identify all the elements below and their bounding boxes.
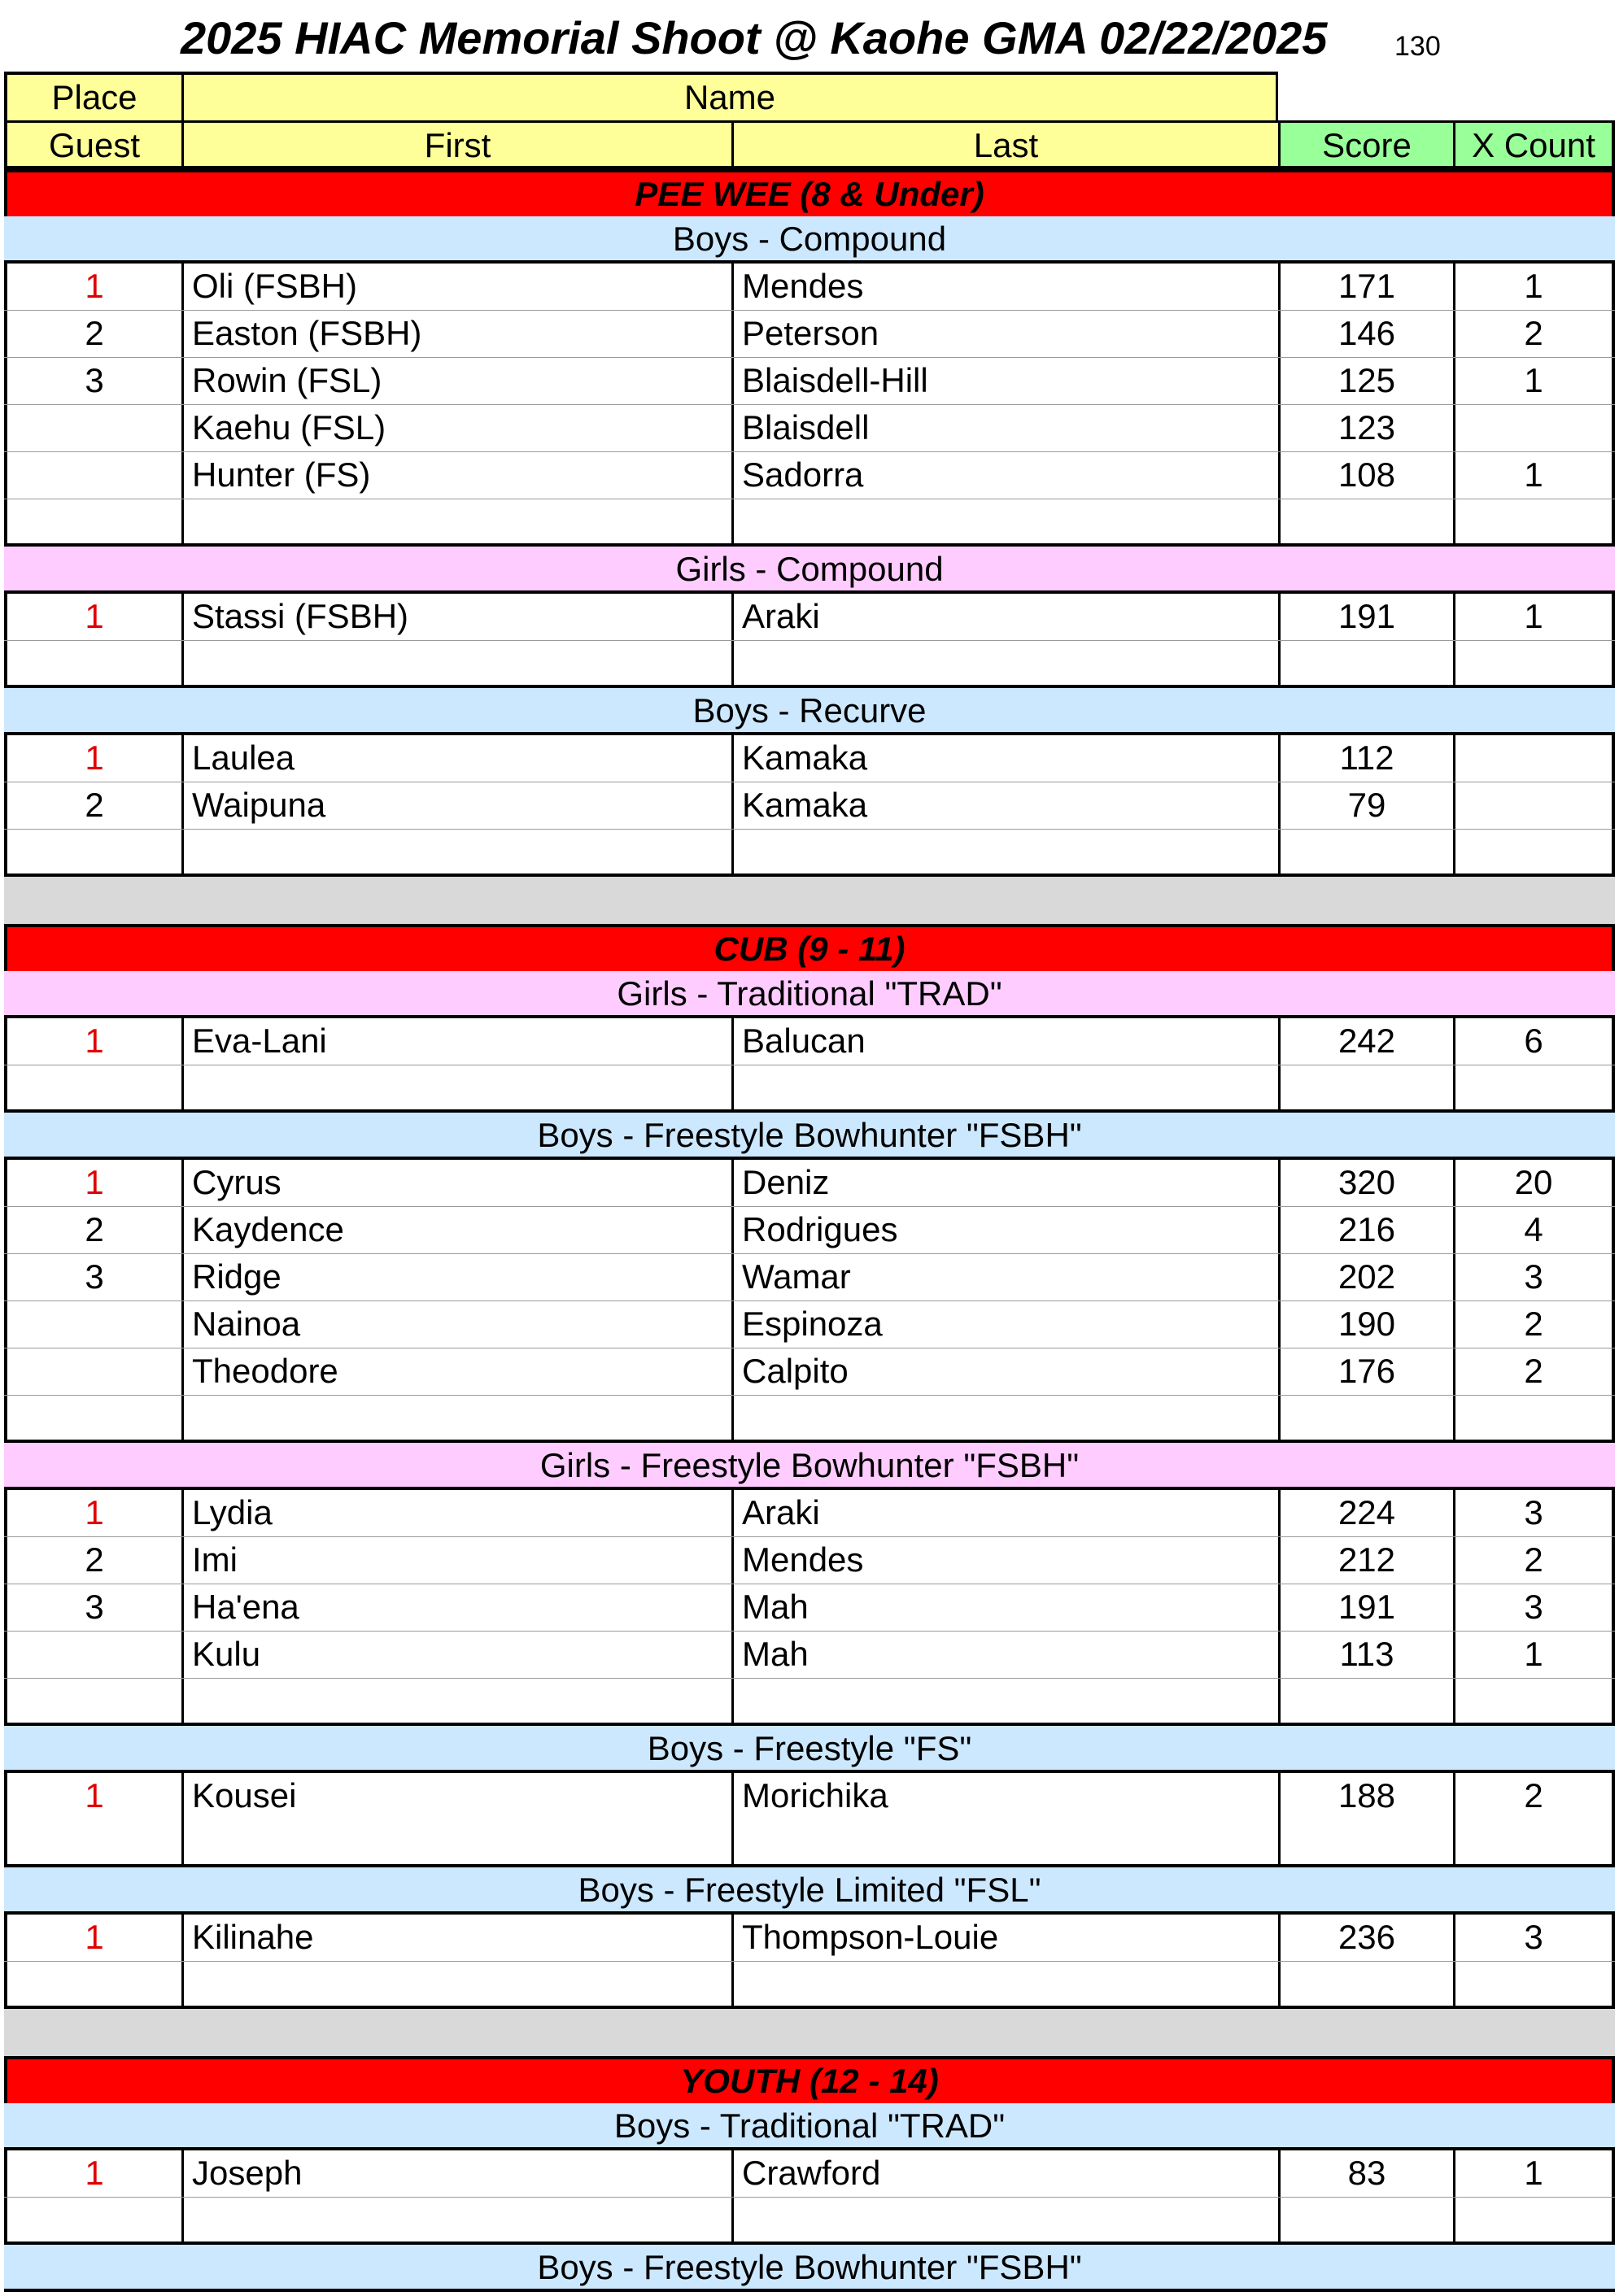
category-header: Boys - Freestyle "FS": [4, 1726, 1615, 1773]
results-sheet: [4, 72, 1615, 2292]
x-count-cell: 1: [1453, 264, 1615, 310]
header-first: First: [181, 120, 731, 169]
table-row: [4, 1915, 1615, 1962]
score-cell: 242: [1278, 1018, 1453, 1065]
division-header: PEE WEE (8 & Under): [4, 169, 1615, 216]
x-count-cell: [1453, 641, 1615, 685]
last-name-cell: Mendes: [731, 1537, 1278, 1584]
place-cell: 1: [4, 2150, 181, 2197]
x-count-cell: 20: [1453, 1160, 1615, 1206]
last-name-cell: [731, 2198, 1278, 2242]
first-name-cell: Eva-Lani: [181, 1018, 731, 1065]
score-cell: 191: [1278, 1584, 1453, 1631]
last-name-cell: Calpito: [731, 1348, 1278, 1395]
place-cell: 2: [4, 311, 181, 357]
first-name-cell: Theodore: [181, 1348, 731, 1395]
place-cell: [4, 452, 181, 499]
place-cell: 1: [4, 1915, 181, 1961]
blank-row: [4, 499, 1615, 547]
blank-row: [4, 1065, 1615, 1113]
header-guest: Guest: [4, 120, 181, 169]
score-cell: 176: [1278, 1348, 1453, 1395]
score-cell: 188: [1278, 1773, 1453, 1864]
score-cell: [1278, 641, 1453, 685]
place-cell: 2: [4, 782, 181, 829]
last-name-cell: Mah: [731, 1632, 1278, 1678]
x-count-cell: 6: [1453, 1018, 1615, 1065]
table-row: [4, 594, 1615, 641]
table-row: [4, 1301, 1615, 1348]
blank-row: [4, 641, 1615, 688]
place-cell: 1: [4, 1160, 181, 1206]
table-row: [4, 1632, 1615, 1679]
place-cell: [4, 405, 181, 451]
last-name-cell: [731, 641, 1278, 685]
category-header: Boys - Freestyle Bowhunter "FSBH": [4, 1113, 1615, 1160]
place-cell: [4, 1632, 181, 1678]
blank-row: [4, 1396, 1615, 1443]
place-cell: [4, 499, 181, 543]
blank-row: [4, 2198, 1615, 2245]
first-name-cell: Kaydence: [181, 1207, 731, 1253]
place-cell: 1: [4, 1018, 181, 1065]
score-cell: 146: [1278, 311, 1453, 357]
last-name-cell: [731, 1065, 1278, 1109]
last-name-cell: [731, 499, 1278, 543]
last-name-cell: Blaisdell-Hill: [731, 358, 1278, 404]
header-blank: [1281, 72, 1615, 120]
x-count-cell: 1: [1453, 2150, 1615, 2197]
category-header: Boys - Recurve: [4, 688, 1615, 735]
table-row: [4, 1207, 1615, 1254]
last-name-cell: [731, 1679, 1278, 1723]
x-count-cell: [1453, 499, 1615, 543]
score-cell: [1278, 1396, 1453, 1440]
place-cell: [4, 1679, 181, 1723]
place-cell: 3: [4, 358, 181, 404]
x-count-cell: [1453, 1962, 1615, 2006]
x-count-cell: 4: [1453, 1207, 1615, 1253]
score-cell: [1278, 2198, 1453, 2242]
last-name-cell: Wamar: [731, 1254, 1278, 1300]
score-cell: [1278, 499, 1453, 543]
first-name-cell: Hunter (FS): [181, 452, 731, 499]
x-count-cell: 1: [1453, 358, 1615, 404]
last-name-cell: [731, 1962, 1278, 2006]
category-header: Boys - Freestyle Limited "FSL": [4, 1867, 1615, 1915]
place-cell: [4, 1396, 181, 1440]
first-name-cell: [181, 1679, 731, 1723]
place-cell: 1: [4, 1773, 181, 1864]
first-name-cell: Imi: [181, 1537, 731, 1584]
header-last: Last: [731, 120, 1278, 169]
place-cell: 2: [4, 1537, 181, 1584]
x-count-cell: [1453, 782, 1615, 829]
x-count-cell: 2: [1453, 1301, 1615, 1348]
first-name-cell: Kilinahe: [181, 1915, 731, 1961]
first-name-cell: [181, 1065, 731, 1109]
last-name-cell: Araki: [731, 594, 1278, 640]
last-name-cell: Blaisdell: [731, 405, 1278, 451]
score-cell: 202: [1278, 1254, 1453, 1300]
place-cell: 3: [4, 1584, 181, 1631]
x-count-cell: [1453, 405, 1615, 451]
x-count-cell: 2: [1453, 1348, 1615, 1395]
first-name-cell: Rowin (FSL): [181, 358, 731, 404]
last-name-cell: Mendes: [731, 264, 1278, 310]
blank-row: [4, 1679, 1615, 1726]
table-row: [4, 1537, 1615, 1584]
table-row: [4, 1773, 1615, 1867]
score-cell: 224: [1278, 1490, 1453, 1536]
last-name-cell: Kamaka: [731, 782, 1278, 829]
score-cell: 108: [1278, 452, 1453, 499]
last-name-cell: Thompson-Louie: [731, 1915, 1278, 1961]
participant-count: 130: [1394, 31, 1441, 62]
header-place: Place: [4, 72, 181, 120]
place-cell: [4, 830, 181, 874]
first-name-cell: [181, 1396, 731, 1440]
header-row-bottom: [4, 120, 1615, 169]
category-header: Boys - Freestyle Bowhunter "FSBH": [4, 2245, 1615, 2292]
score-cell: 320: [1278, 1160, 1453, 1206]
table-row: [4, 358, 1615, 405]
place-cell: [4, 1962, 181, 2006]
first-name-cell: Lydia: [181, 1490, 731, 1536]
table-row: [4, 264, 1615, 311]
table-row: [4, 1490, 1615, 1537]
place-cell: [4, 1301, 181, 1348]
place-cell: [4, 1065, 181, 1109]
table-row: [4, 2150, 1615, 2198]
first-name-cell: Laulea: [181, 735, 731, 782]
last-name-cell: [731, 1396, 1278, 1440]
x-count-cell: [1453, 1065, 1615, 1109]
first-name-cell: Kaehu (FSL): [181, 405, 731, 451]
x-count-cell: [1453, 830, 1615, 874]
first-name-cell: Waipuna: [181, 782, 731, 829]
score-cell: [1278, 1962, 1453, 2006]
score-cell: 79: [1278, 782, 1453, 829]
score-cell: [1278, 830, 1453, 874]
document-title-bar: [0, 7, 1619, 72]
place-cell: 1: [4, 594, 181, 640]
last-name-cell: Morichika: [731, 1773, 1278, 1864]
x-count-cell: [1453, 1679, 1615, 1723]
category-header: Boys - Traditional "TRAD": [4, 2103, 1615, 2150]
score-cell: 216: [1278, 1207, 1453, 1253]
first-name-cell: [181, 499, 731, 543]
first-name-cell: Easton (FSBH): [181, 311, 731, 357]
x-count-cell: 1: [1453, 594, 1615, 640]
score-cell: 83: [1278, 2150, 1453, 2197]
x-count-cell: 3: [1453, 1915, 1615, 1961]
category-header: Girls - Freestyle Bowhunter "FSBH": [4, 1443, 1615, 1490]
division-spacer: [4, 2009, 1615, 2056]
page-title: 2025 HIAC Memorial Shoot @ Kaohe GMA 02/22/2025: [181, 12, 1328, 63]
x-count-cell: 2: [1453, 1773, 1615, 1864]
x-count-cell: 2: [1453, 311, 1615, 357]
results-body: [4, 169, 1615, 2292]
division-spacer: [4, 877, 1615, 924]
place-cell: 2: [4, 1207, 181, 1253]
x-count-cell: [1453, 735, 1615, 782]
place-cell: [4, 2198, 181, 2242]
first-name-cell: Joseph: [181, 2150, 731, 2197]
score-cell: 212: [1278, 1537, 1453, 1584]
place-cell: 3: [4, 1254, 181, 1300]
division-header: CUB (9 - 11): [4, 924, 1615, 971]
last-name-cell: Crawford: [731, 2150, 1278, 2197]
table-row: [4, 1254, 1615, 1301]
place-cell: [4, 1348, 181, 1395]
x-count-cell: [1453, 2198, 1615, 2242]
first-name-cell: [181, 2198, 731, 2242]
score-cell: 190: [1278, 1301, 1453, 1348]
score-cell: 125: [1278, 358, 1453, 404]
score-cell: 191: [1278, 594, 1453, 640]
first-name-cell: Oli (FSBH): [181, 264, 731, 310]
last-name-cell: Deniz: [731, 1160, 1278, 1206]
first-name-cell: Stassi (FSBH): [181, 594, 731, 640]
first-name-cell: Kousei: [181, 1773, 731, 1864]
score-cell: 171: [1278, 264, 1453, 310]
score-cell: [1278, 1679, 1453, 1723]
last-name-cell: Espinoza: [731, 1301, 1278, 1348]
place-cell: 1: [4, 735, 181, 782]
score-cell: 112: [1278, 735, 1453, 782]
header-score: Score: [1278, 120, 1453, 169]
header-row-top: [4, 72, 1615, 120]
blank-row: [4, 830, 1615, 877]
place-cell: 1: [4, 1490, 181, 1536]
table-row: [4, 452, 1615, 499]
x-count-cell: 2: [1453, 1537, 1615, 1584]
first-name-cell: Cyrus: [181, 1160, 731, 1206]
last-name-cell: Peterson: [731, 311, 1278, 357]
first-name-cell: Kulu: [181, 1632, 731, 1678]
x-count-cell: 1: [1453, 1632, 1615, 1678]
table-row: [4, 782, 1615, 830]
last-name-cell: Sadorra: [731, 452, 1278, 499]
x-count-cell: 3: [1453, 1490, 1615, 1536]
table-row: [4, 405, 1615, 452]
first-name-cell: [181, 830, 731, 874]
x-count-cell: 3: [1453, 1584, 1615, 1631]
x-count-cell: 3: [1453, 1254, 1615, 1300]
score-cell: [1278, 1065, 1453, 1109]
table-row: [4, 311, 1615, 358]
table-row: [4, 735, 1615, 782]
table-row: [4, 1160, 1615, 1207]
x-count-cell: 1: [1453, 452, 1615, 499]
last-name-cell: Balucan: [731, 1018, 1278, 1065]
place-cell: [4, 641, 181, 685]
last-name-cell: Mah: [731, 1584, 1278, 1631]
header-xcount: X Count: [1453, 120, 1615, 169]
score-cell: 113: [1278, 1632, 1453, 1678]
x-count-cell: [1453, 1396, 1615, 1440]
last-name-cell: [731, 830, 1278, 874]
division-header: YOUTH (12 - 14): [4, 2056, 1615, 2103]
table-row: [4, 1018, 1615, 1065]
first-name-cell: [181, 641, 731, 685]
score-cell: 123: [1278, 405, 1453, 451]
category-header: Girls - Compound: [4, 547, 1615, 594]
first-name-cell: Ridge: [181, 1254, 731, 1300]
first-name-cell: [181, 1962, 731, 2006]
table-row: [4, 1584, 1615, 1632]
last-name-cell: Rodrigues: [731, 1207, 1278, 1253]
first-name-cell: Nainoa: [181, 1301, 731, 1348]
place-cell: 1: [4, 264, 181, 310]
header-name: Name: [181, 72, 1278, 120]
table-row: [4, 1348, 1615, 1396]
last-name-cell: Kamaka: [731, 735, 1278, 782]
first-name-cell: Ha'ena: [181, 1584, 731, 1631]
blank-row: [4, 1962, 1615, 2009]
category-header: Girls - Traditional "TRAD": [4, 971, 1615, 1018]
score-cell: 236: [1278, 1915, 1453, 1961]
category-header: Boys - Compound: [4, 216, 1615, 264]
last-name-cell: Araki: [731, 1490, 1278, 1536]
